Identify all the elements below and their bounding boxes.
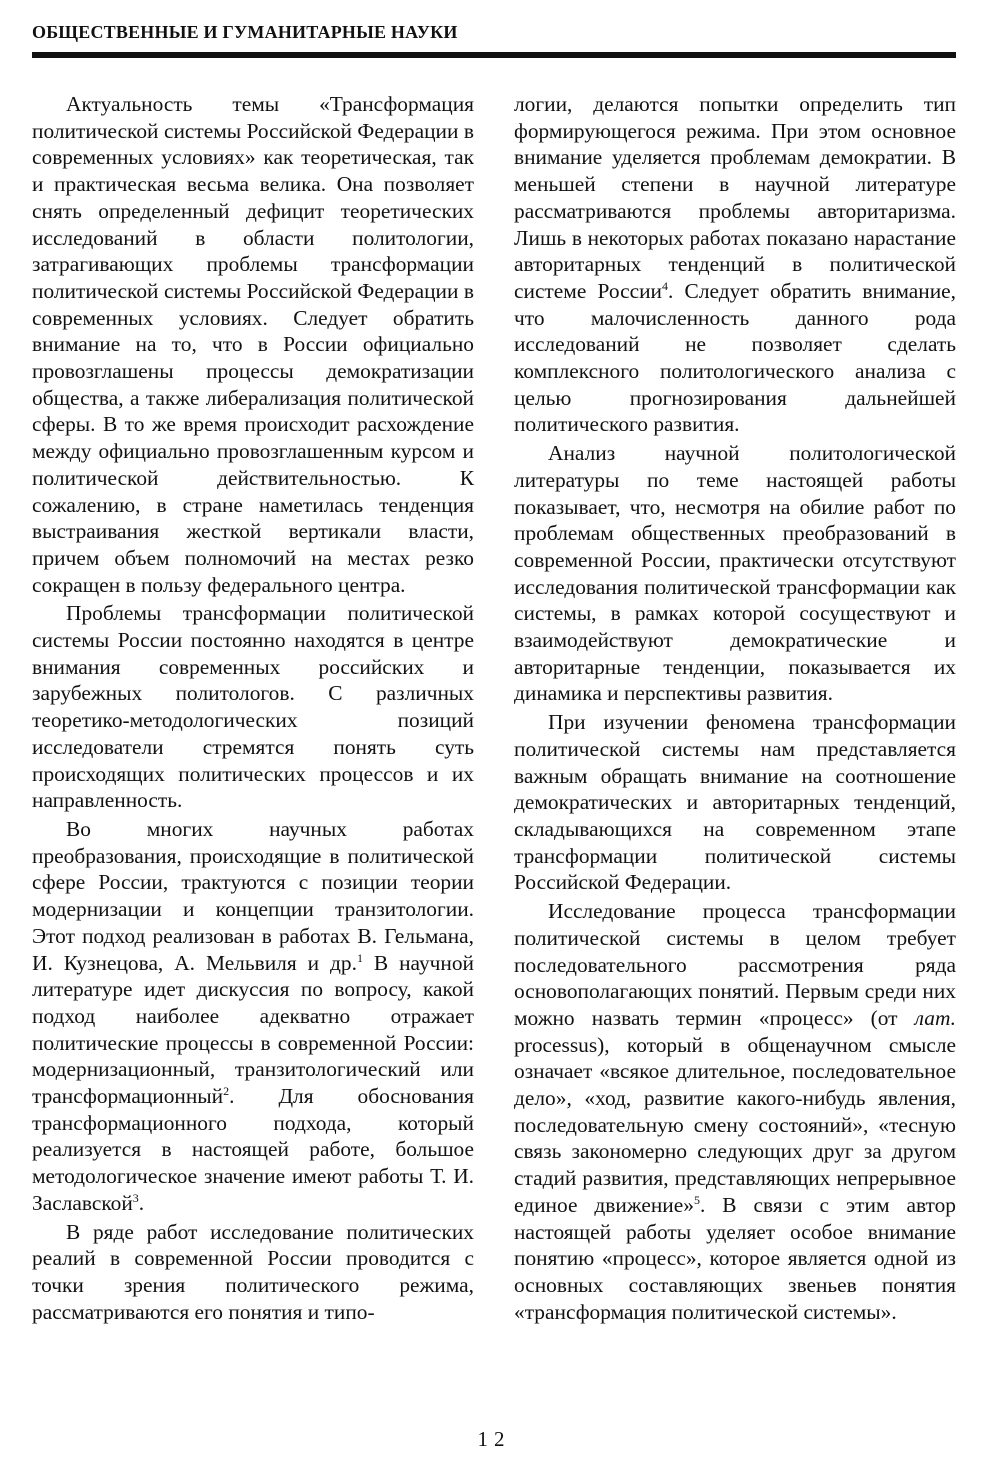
paragraph-regime: В ряде работ исследование политических реалий в современной России проводится с точки зрения политического режима, рассматриваются его понятия и типо-	[32, 1219, 474, 1324]
text-segment: Исследование процесса трансформации политической системы в целом требует последовательного рассмотрения ряда основополагающих понятий. Первым среди них можно назвать термин «процесс» (от	[514, 899, 956, 1030]
text-segment: . В связи с этим автор настоящей работы уделяет особое внимание понятию «процесс», которое является одной из основных составляющих звеньев понятия «трансформация политической системы».	[514, 1192, 957, 1324]
text-segment: В научной литературе идет дискуссия по вопросу, какой подход наиболее адекватно отражает политические процессы в современной России: модернизационный, транзитологический или трансформационный	[32, 950, 474, 1109]
text-segment: логии, делаются попытки определить тип формирующегося режима. При этом основное внимание уделяется проблемам демократии. В меньшей степени в научной литературе рассматриваются проблемы авторитаризма. Лишь в некоторых работах показано нарастание авторитарных тенденций в политической системе России	[514, 92, 956, 303]
text-segment: . Для обоснования трансформационного подхода, который реализуется в настоящей работе, большое методологическое значение имеют работы Т. И. Заславской	[32, 1084, 474, 1215]
header-rule	[32, 52, 956, 58]
text-segment: Во многих научных работах преобразования, происходящие в политической сфере России, трактуются с позиции теории модернизации и концепции транзитологии. Этот подход реализован в работах В. Гельмана, И. Кузнецова, А. Мельвиля и др.	[32, 816, 474, 975]
latin-abbrev: лат.	[914, 1005, 956, 1030]
page-number: 12	[477, 1427, 511, 1451]
footnote-ref-4: 4	[662, 278, 668, 293]
text-segment: processus), который в общенаучном смысле означает «всякое длительное, последовательное дело», «ход, развитие какого-нибудь явления, последовательную смену состояний», «тесную связь закономерно следующих друг за другом стадий развития, представляющих непрерывное единое движение»	[514, 1032, 956, 1217]
paragraph-problems: Проблемы трансформации политической системы России постоянно находятся в центре внимания современных российских и зарубежных политологов. С различных теоретико-методологических позиций исследователи стремятся понять суть происходящих политических процессов и их направленность.	[32, 601, 474, 813]
paragraph-regime-continued	[514, 91, 956, 438]
text-segment: . Следует обратить внимание, что малочисленность данного рода исследований не позволяет сделать комплексного политологического анализа с целью прогнозирования дальнейшей политического развития.	[514, 278, 956, 437]
running-title: ОБЩЕСТВЕННЫЕ И ГУМАНИТАРНЫЕ НАУКИ	[32, 22, 458, 42]
left-column	[32, 91, 474, 1325]
paragraph-process	[514, 898, 956, 1325]
paragraph-relevance: Актуальность темы «Трансформация политической системы Российской Федерации в современных условиях» как теоретическая, так и практическая весьма велика. Она позволяет снять определенный дефицит теоретических исследований в области политологии, затрагивающих проблемы трансформации политической системы Российской Федерации в современных условиях. Следует обратить внимание на то, что в России официально провозглашены процессы демократизации общества, а также либерализация политической сферы. В то же время происходит расхождение между официально провозглашенным курсом и политической действительностью. К сожалению, в стране наметилась тенденция выстраивания жесткой вертикали власти, причем объем полномочий на местах резко сокращен в пользу федерального центра.	[32, 92, 474, 597]
footnote-ref-3: 3	[132, 1190, 139, 1205]
paragraph-study: При изучении феномена трансформации политической системы нам представляется важным обращать внимание на соотношение демократических и авторитарных тенденций, складывающихся на современном этапе трансформации политической системы Российской Федерации.	[514, 710, 956, 895]
paragraph-approaches	[32, 816, 474, 1217]
paragraph-analysis: Анализ научной политологической литературы по теме настоящей работы показывает, что, несмотря на обилие работ по проблемам общественных преобразований в современной России, практически отсутствуют исследования политической трансформации как системы, в рамках которой сосуществуют и взаимодействуют демократические и авторитарные тенденции, показывается их динамика и перспективы развития.	[514, 441, 956, 706]
footnote-ref-1: 1	[356, 950, 363, 965]
footnote-ref-5: 5	[693, 1192, 700, 1207]
text-segment: .	[138, 1190, 145, 1215]
footnote-ref-2: 2	[223, 1083, 230, 1098]
right-column	[514, 91, 956, 1325]
